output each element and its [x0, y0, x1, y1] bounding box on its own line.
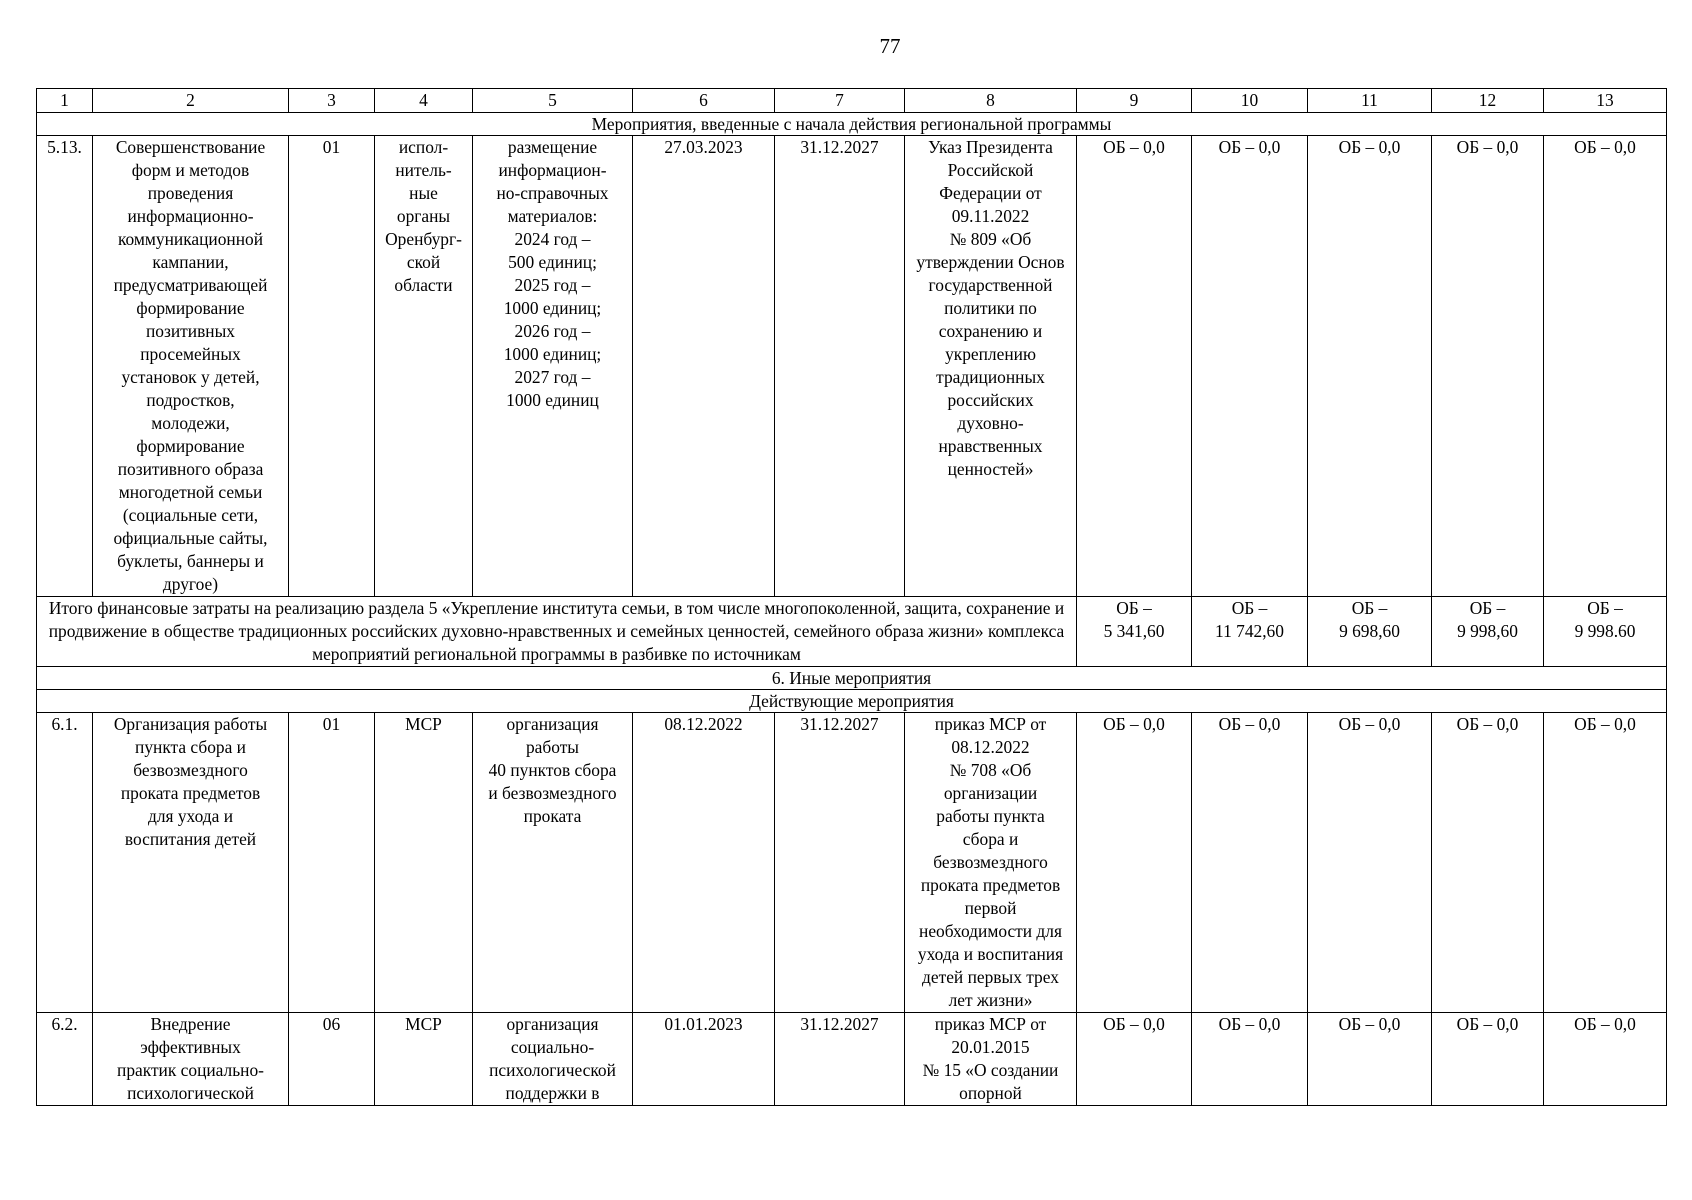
table-row — [37, 713, 1667, 1013]
section-heading-introduced: Мероприятия, введенные с начала действия региональной программы — [37, 113, 1667, 136]
funding-value: ОБ – 0,0 — [1077, 136, 1192, 597]
funding-value: ОБ – 0,0 — [1077, 713, 1192, 1013]
column-number: 4 — [375, 89, 473, 113]
total-value: ОБ – 9 698,60 — [1308, 597, 1432, 667]
measure-name: Внедрение эффективных практик социально- психологической — [93, 1013, 289, 1106]
executor: МСР — [375, 713, 473, 1013]
total-value: ОБ – 5 341,60 — [1077, 597, 1192, 667]
measure-code: 06 — [289, 1013, 375, 1106]
end-date: 31.12.2027 — [775, 136, 905, 597]
total-row — [37, 597, 1667, 667]
row-number: 6.1. — [37, 713, 93, 1013]
measure-code: 01 — [289, 136, 375, 597]
funding-value: ОБ – 0,0 — [1308, 136, 1432, 597]
executor: испол- нитель- ные органы Оренбург- ской области — [375, 136, 473, 597]
column-number: 10 — [1192, 89, 1308, 113]
column-number: 7 — [775, 89, 905, 113]
row-number: 5.13. — [37, 136, 93, 597]
expected-result: размещение информацион- но-справочных материалов: 2024 год – 500 единиц; 2025 год – 1000 единиц; 2026 год – 1000 единиц; 2027 год – 1000 единиц — [473, 136, 633, 597]
end-date: 31.12.2027 — [775, 713, 905, 1013]
funding-value: ОБ – 0,0 — [1544, 713, 1667, 1013]
table-row — [37, 136, 1667, 597]
column-number: 1 — [37, 89, 93, 113]
total-value: ОБ – 9 998.60 — [1544, 597, 1667, 667]
expected-result: организация социально- психологической поддержки в — [473, 1013, 633, 1106]
column-number: 9 — [1077, 89, 1192, 113]
table-row — [37, 1013, 1667, 1106]
start-date: 01.01.2023 — [633, 1013, 775, 1106]
total-value: ОБ – 11 742,60 — [1192, 597, 1308, 667]
column-number: 12 — [1432, 89, 1544, 113]
measure-name: Организация работы пункта сбора и безвозмездного проката предметов для ухода и воспитания детей — [93, 713, 289, 1013]
section-heading-current: Действующие мероприятия — [37, 690, 1667, 713]
column-number: 3 — [289, 89, 375, 113]
column-number: 13 — [1544, 89, 1667, 113]
measure-name: Совершенствование форм и методов проведения информационно- коммуникационной кампании, предусматривающей формирование позитивных просемейных установок у детей, подростков, молодежи, формирование позитивного образа многодетной семьи (социальные сети, официальные сайты, буклеты, баннеры и другое) — [93, 136, 289, 597]
end-date: 31.12.2027 — [775, 1013, 905, 1106]
program-table — [36, 88, 1667, 1106]
total-description: Итого финансовые затраты на реализацию раздела 5 «Укрепление института семьи, в том числе многопоколенной, защита, сохранение и продвижение в обществе традиционных российских духовно-нравственных и семейных ценностей, семейного образа жизни» комплекса мероприятий региональной программы в разбивке по источникам — [37, 597, 1077, 667]
legal-basis: Указ Президента Российской Федерации от 09.11.2022 № 809 «Об утверждении Основ государственной политики по сохранению и укреплению традиционных российских духовно- нравственных ценностей» — [905, 136, 1077, 597]
funding-value: ОБ – 0,0 — [1308, 1013, 1432, 1106]
executor: МСР — [375, 1013, 473, 1106]
funding-value: ОБ – 0,0 — [1432, 1013, 1544, 1106]
funding-value: ОБ – 0,0 — [1544, 1013, 1667, 1106]
measure-code: 01 — [289, 713, 375, 1013]
total-value: ОБ – 9 998,60 — [1432, 597, 1544, 667]
start-date: 27.03.2023 — [633, 136, 775, 597]
funding-value: ОБ – 0,0 — [1432, 136, 1544, 597]
legal-basis: приказ МСР от 20.01.2015 № 15 «О создании опорной — [905, 1013, 1077, 1106]
row-number: 6.2. — [37, 1013, 93, 1106]
funding-value: ОБ – 0,0 — [1308, 713, 1432, 1013]
column-number: 8 — [905, 89, 1077, 113]
section-row — [37, 667, 1667, 690]
column-number: 5 — [473, 89, 633, 113]
funding-value: ОБ – 0,0 — [1077, 1013, 1192, 1106]
column-number: 2 — [93, 89, 289, 113]
section-row — [37, 690, 1667, 713]
column-number-row — [37, 89, 1667, 113]
legal-basis: приказ МСР от 08.12.2022 № 708 «Об организации работы пункта сбора и безвозмездного проката предметов первой необходимости для ухода и воспитания детей первых трех лет жизни» — [905, 713, 1077, 1013]
page-number: 77 — [879, 34, 901, 58]
funding-value: ОБ – 0,0 — [1544, 136, 1667, 597]
funding-value: ОБ – 0,0 — [1192, 713, 1308, 1013]
column-number: 6 — [633, 89, 775, 113]
section-heading-other: 6. Иные мероприятия — [37, 667, 1667, 690]
funding-value: ОБ – 0,0 — [1432, 713, 1544, 1013]
funding-value: ОБ – 0,0 — [1192, 1013, 1308, 1106]
column-number: 11 — [1308, 89, 1432, 113]
section-row — [37, 113, 1667, 136]
start-date: 08.12.2022 — [633, 713, 775, 1013]
funding-value: ОБ – 0,0 — [1192, 136, 1308, 597]
expected-result: организация работы 40 пунктов сбора и безвозмездного проката — [473, 713, 633, 1013]
